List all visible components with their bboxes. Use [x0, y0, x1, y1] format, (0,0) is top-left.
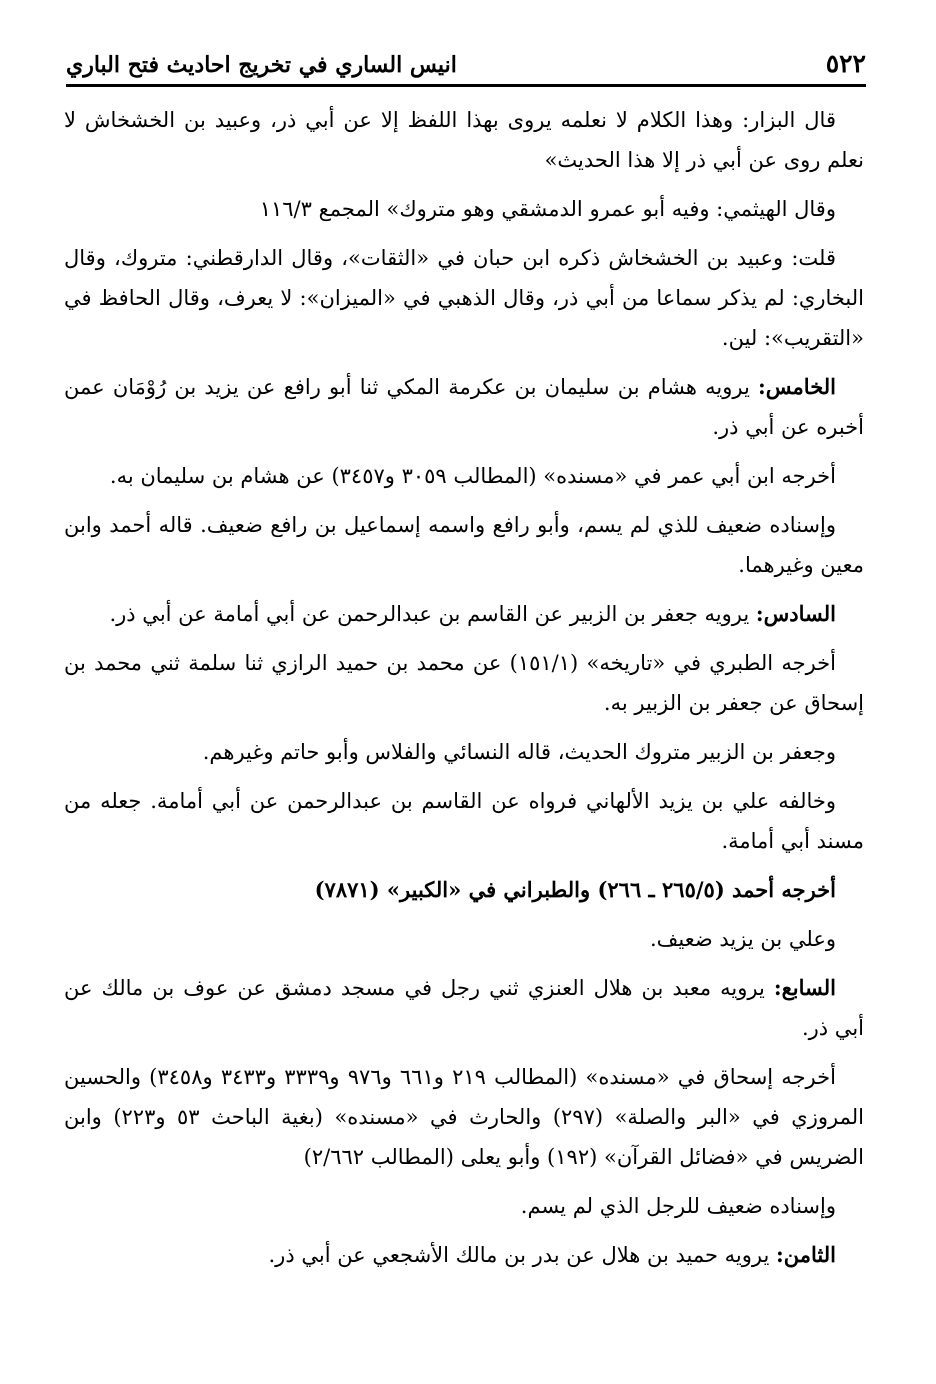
paragraph-text: أخرجه ابن أبي عمر في «مسنده» (المطالب ٣٠٥٩ و٣٤٥٧) عن هشام بن سليمان به. [109, 464, 836, 488]
paragraph-text: قلت: وعبيد بن الخشخاش ذكره ابن حبان في «الثقات»، وقال الدارقطني: متروك، وقال البخاري: لم يذكر سماعا من أبي ذر، وقال الذهبي في «الميزان»: لا يعرف، وقال الحافظ في «التقريب»: لين. [64, 246, 864, 350]
page-body [64, 100, 864, 1284]
paragraph [64, 968, 864, 1048]
paragraph [64, 732, 864, 772]
paragraph [64, 594, 864, 634]
paragraph [64, 919, 864, 959]
paragraph-text: وإسناده ضعيف للرجل الذي لم يسم. [520, 1194, 836, 1218]
paragraph [64, 1057, 864, 1177]
paragraph-label: الخامس: [758, 374, 836, 399]
header-divider [66, 84, 866, 87]
paragraph [64, 781, 864, 861]
running-header [66, 40, 866, 82]
paragraph-text: أخرجه الطبري في «تاريخه» (١٥١/١) عن محمد بن حميد الرازي ثنا سلمة ثني محمد بن إسحاق عن جعفر بن الزبير به. [64, 651, 864, 715]
paragraph-text: يرويه حميد بن هلال عن بدر بن مالك الأشجعي عن أبي ذر. [268, 1243, 777, 1267]
paragraph [64, 1235, 864, 1275]
paragraph [64, 1186, 864, 1226]
paragraph [64, 100, 864, 180]
paragraph-text: يرويه هشام بن سليمان بن عكرمة المكي ثنا أبو رافع عن يزيد بن رُوْمَان عمن أخبره عن أبي ذر. [64, 375, 864, 439]
running-title: انيس الساري في تخريج احاديث فتح الباري [66, 52, 457, 78]
paragraph-text: وعلي بن يزيد ضعيف. [650, 927, 836, 951]
paragraph-text: وجعفر بن الزبير متروك الحديث، قاله النسائي والفلاس وأبو حاتم وغيرهم. [202, 740, 836, 764]
paragraph [64, 456, 864, 496]
paragraph-text: وقال الهيثمي: وفيه أبو عمرو الدمشقي وهو متروك» المجمع ١١٦/٣ [259, 197, 836, 221]
page-number: ٥٢٢ [825, 49, 866, 78]
paragraph-text: وإسناده ضعيف للذي لم يسم، وأبو رافع واسمه إسماعيل بن رافع ضعيف. قاله أحمد وابن معين وغيرهما. [64, 513, 864, 577]
paragraph [64, 870, 864, 910]
paragraph-text: أخرجه إسحاق في «مسنده» (المطالب ٢١٩ و٦٦١ و٩٧٦ و٣٣٣٩ و٣٤٣٣ و٣٤٥٨) والحسين المروزي في «البر والصلة» (٢٩٧) والحارث في «مسنده» (بغية الباحث ٥٣ و٢٢٣) وابن الضريس في «فضائل القرآن» (١٩٢) وأبو يعلى (المطالب ٢/٦٦٢) [64, 1065, 864, 1169]
paragraph-text: يرويه معبد بن هلال العنزي ثني رجل في مسجد دمشق عن عوف بن مالك عن أبي ذر. [64, 976, 864, 1040]
paragraph [64, 238, 864, 358]
paragraph [64, 643, 864, 723]
paragraph-text: وخالفه علي بن يزيد الألهاني فرواه عن القاسم بن عبدالرحمن عن أبي أمامة. جعله من مسند أبي أمامة. [64, 789, 864, 853]
paragraph-label: الثامن: [776, 1242, 836, 1267]
paragraph [64, 189, 864, 229]
paragraph [64, 505, 864, 585]
paragraph [64, 367, 864, 447]
paragraph-label: السابع: [773, 975, 836, 1000]
paragraph-label: السادس: [755, 601, 836, 626]
paragraph-text: يرويه جعفر بن الزبير عن القاسم بن عبدالرحمن عن أبي أمامة عن أبي ذر. [109, 602, 756, 626]
paragraph-text: أخرجه أحمد (٢٦٥/٥ ـ ٢٦٦) والطبراني في «الكبير» (٧٨٧١) [314, 877, 836, 902]
paragraph-text: قال البزار: وهذا الكلام لا نعلمه يروى بهذا اللفظ إلا عن أبي ذر، وعبيد بن الخشخاش لا نعلم روى عن أبي ذر إلا هذا الحديث» [64, 108, 864, 172]
